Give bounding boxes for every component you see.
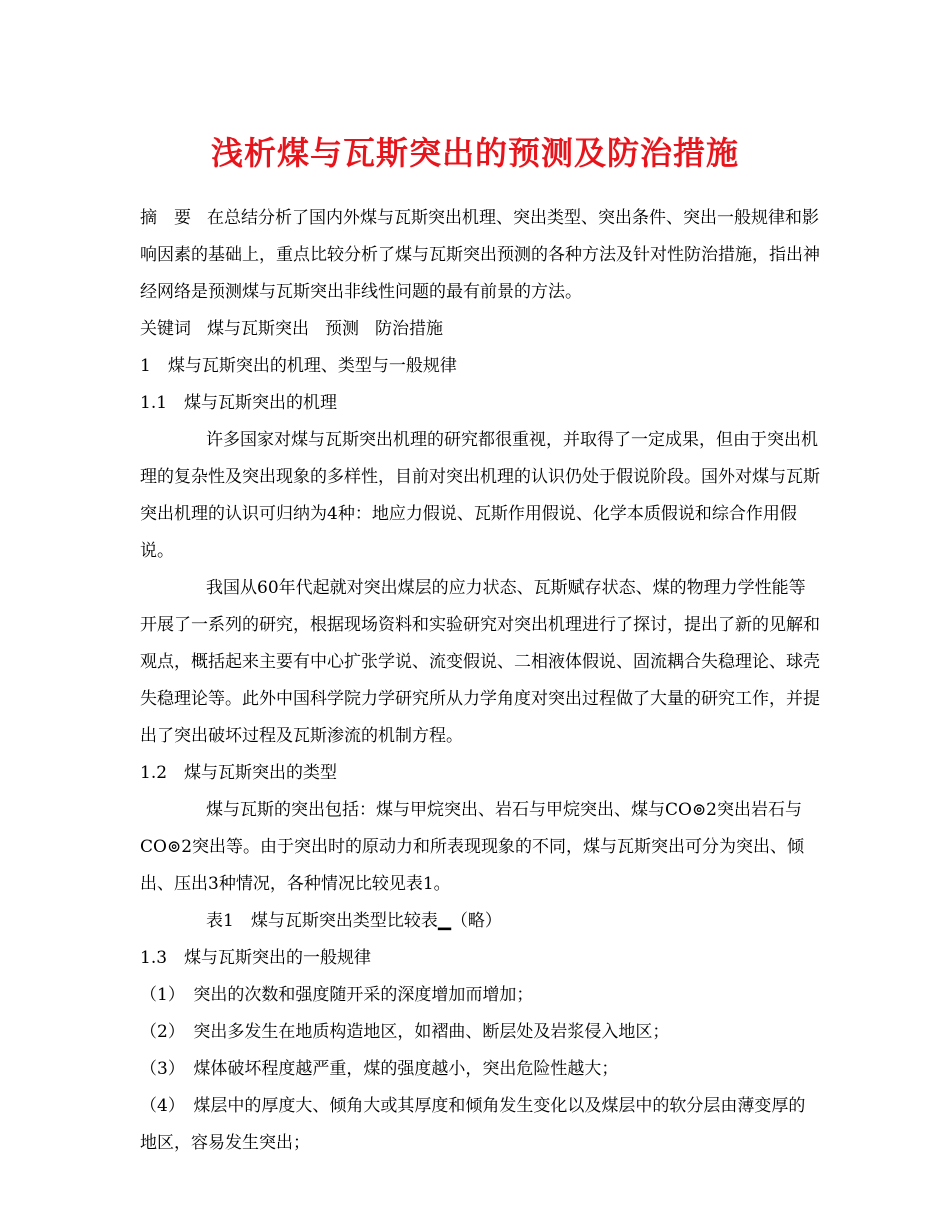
- paragraph: 我国从60年代起就对突出煤层的应力状态、瓦斯赋存状态、煤的物理力学性能等开展了一系列的研究，根据现场资料和实验研究对突出机理进行了探讨，提出了新的见解和观点，概括起来主要有中心扩张学说、流变假说、二相液体假说、固流耦合失稳理论、球壳失稳理论等。此外中国科学院力学研究所从力学角度对突出过程做了大量的研究工作，并提出了突出破坏过程及瓦斯渗流的机制方程。: [140, 578, 820, 746]
- keywords: [140, 311, 820, 348]
- section-heading: 1 煤与瓦斯突出的机理、类型与一般规律: [140, 356, 457, 376]
- list-item: （1） 突出的次数和强度随开采的深度增加而增加；: [140, 985, 534, 1005]
- list-item: （4） 煤层中的厚度大、倾角大或其厚度和倾角发生变化以及煤层中的软分层由薄变厚的地区，容易发生突出；: [140, 1096, 806, 1153]
- list-item: （2） 突出多发生在地质构造地区，如褶曲、断层处及岩浆侵入地区；: [140, 1022, 670, 1042]
- abstract-text: 在总结分析了国内外煤与瓦斯突出机理、突出类型、突出条件、突出一般规律和影响因素的基础上，重点比较分析了煤与瓦斯突出预测的各种方法及针对性防治措施，指出神经网络是预测煤与瓦斯突出非线性问题的最有前景的方法。: [140, 208, 820, 302]
- abstract-label: 摘 要: [140, 208, 191, 228]
- list-item: （3） 煤体破坏程度越严重，煤的强度越小，突出危险性越大；: [140, 1059, 619, 1079]
- keyword-item: 煤与瓦斯突出: [207, 319, 309, 339]
- abstract: [140, 200, 820, 311]
- paragraph: 煤与瓦斯的突出包括：煤与甲烷突出、岩石与甲烷突出、煤与CO⊚2突出岩石与CO⊚2突出等。由于突出时的原动力和所表现现象的不同，煤与瓦斯突出可分为突出、倾出、压出3种情况，各种情况比较见表1。: [140, 800, 805, 894]
- document-title: 浅析煤与瓦斯突出的预测及防治措施: [210, 134, 739, 172]
- subsection-heading: 1.2 煤与瓦斯突出的类型: [140, 763, 338, 783]
- keyword-item: 预测: [325, 319, 359, 339]
- document-body: [140, 200, 820, 1162]
- table-caption: 表1 煤与瓦斯突出类型比较表▁（略）: [206, 911, 502, 931]
- keyword-item: 防治措施: [375, 319, 443, 339]
- subsection-heading: 1.3 煤与瓦斯突出的一般规律: [140, 948, 372, 968]
- subsection-heading: 1.1 煤与瓦斯突出的机理: [140, 393, 338, 413]
- paragraph: 许多国家对煤与瓦斯突出机理的研究都很重视，并取得了一定成果，但由于突出机理的复杂性及突出现象的多样性，目前对突出机理的认识仍处于假说阶段。国外对煤与瓦斯突出机理的认识可归纳为4种：地应力假说、瓦斯作用假说、化学本质假说和综合作用假说。: [140, 430, 820, 561]
- keywords-label: 关键词: [140, 319, 191, 339]
